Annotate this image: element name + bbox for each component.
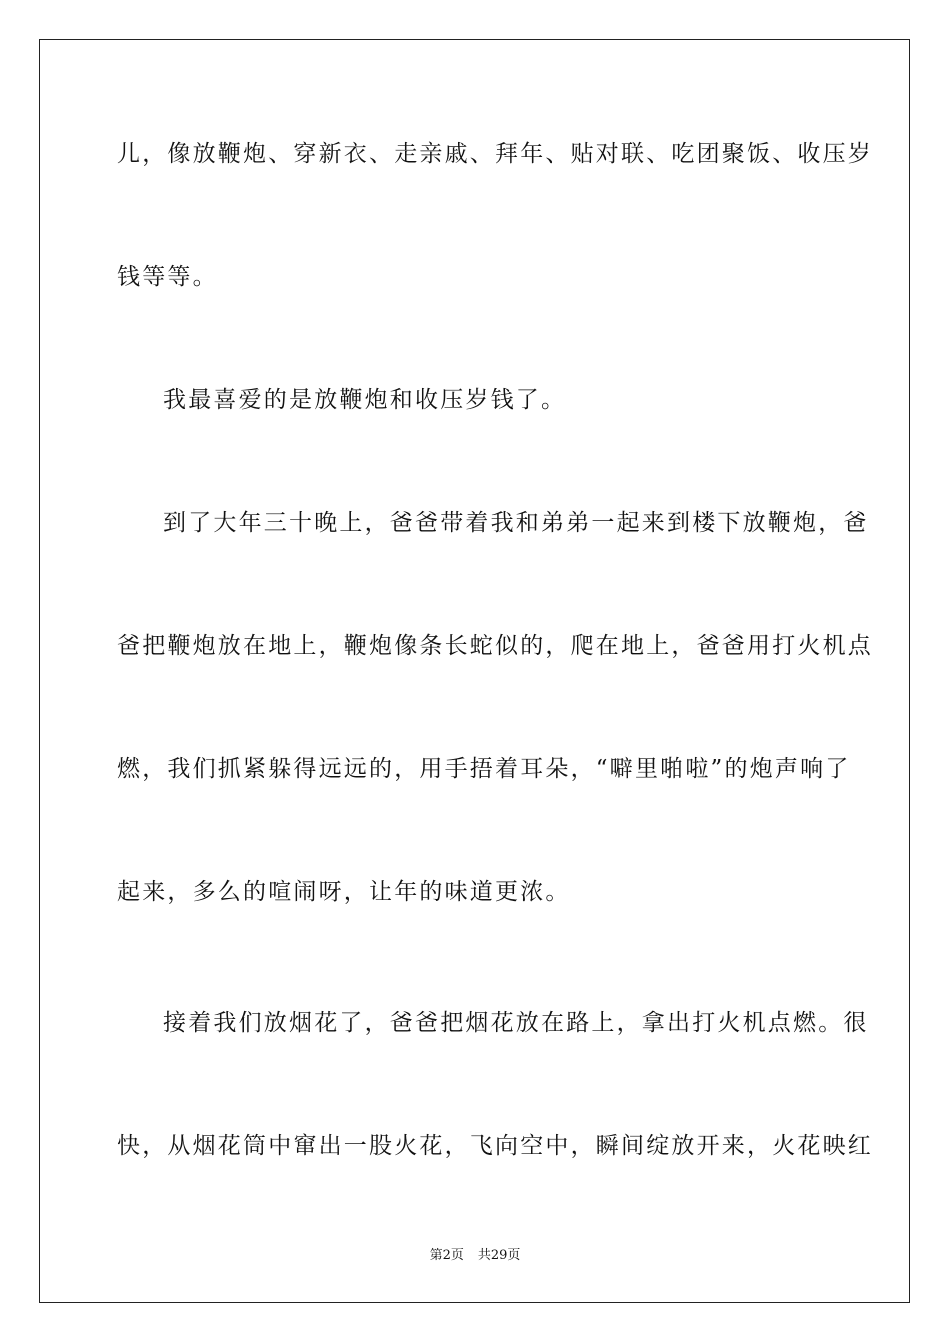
page-footer — [0, 1248, 950, 1264]
text-line-7: 起来，多么的喧闹呀，让年的味道更浓。 — [117, 879, 571, 905]
page-border — [39, 39, 910, 1303]
paragraph-start-line: 我最喜爱的是放鞭炮和收压岁钱了。 — [163, 387, 567, 413]
text-line-5: 爸把鞭炮放在地上，鞭炮像条长蛇似的，爬在地上，爸爸用打火机点 — [117, 633, 873, 659]
page-number-label: 第2页 — [429, 1248, 464, 1263]
page-total-label: 共29页 — [477, 1248, 521, 1263]
text-line-2: 钱等等。 — [117, 264, 218, 290]
paragraph-start-line: 接着我们放烟花了，爸爸把烟花放在路上，拿出打火机点燃。很 — [163, 1010, 869, 1036]
text-line-1: 儿，像放鞭炮、穿新衣、走亲戚、拜年、贴对联、吃团聚饭、收压岁 — [117, 141, 873, 167]
paragraph-start-line: 到了大年三十晚上，爸爸带着我和弟弟一起来到楼下放鞭炮，爸 — [163, 510, 869, 536]
text-line-6: 燃，我们抓紧躲得远远的，用手捂着耳朵，“噼里啪啦”的炮声响了 — [117, 756, 851, 782]
text-line-9: 快，从烟花筒中窜出一股火花，飞向空中，瞬间绽放开来，火花映红 — [117, 1133, 873, 1159]
